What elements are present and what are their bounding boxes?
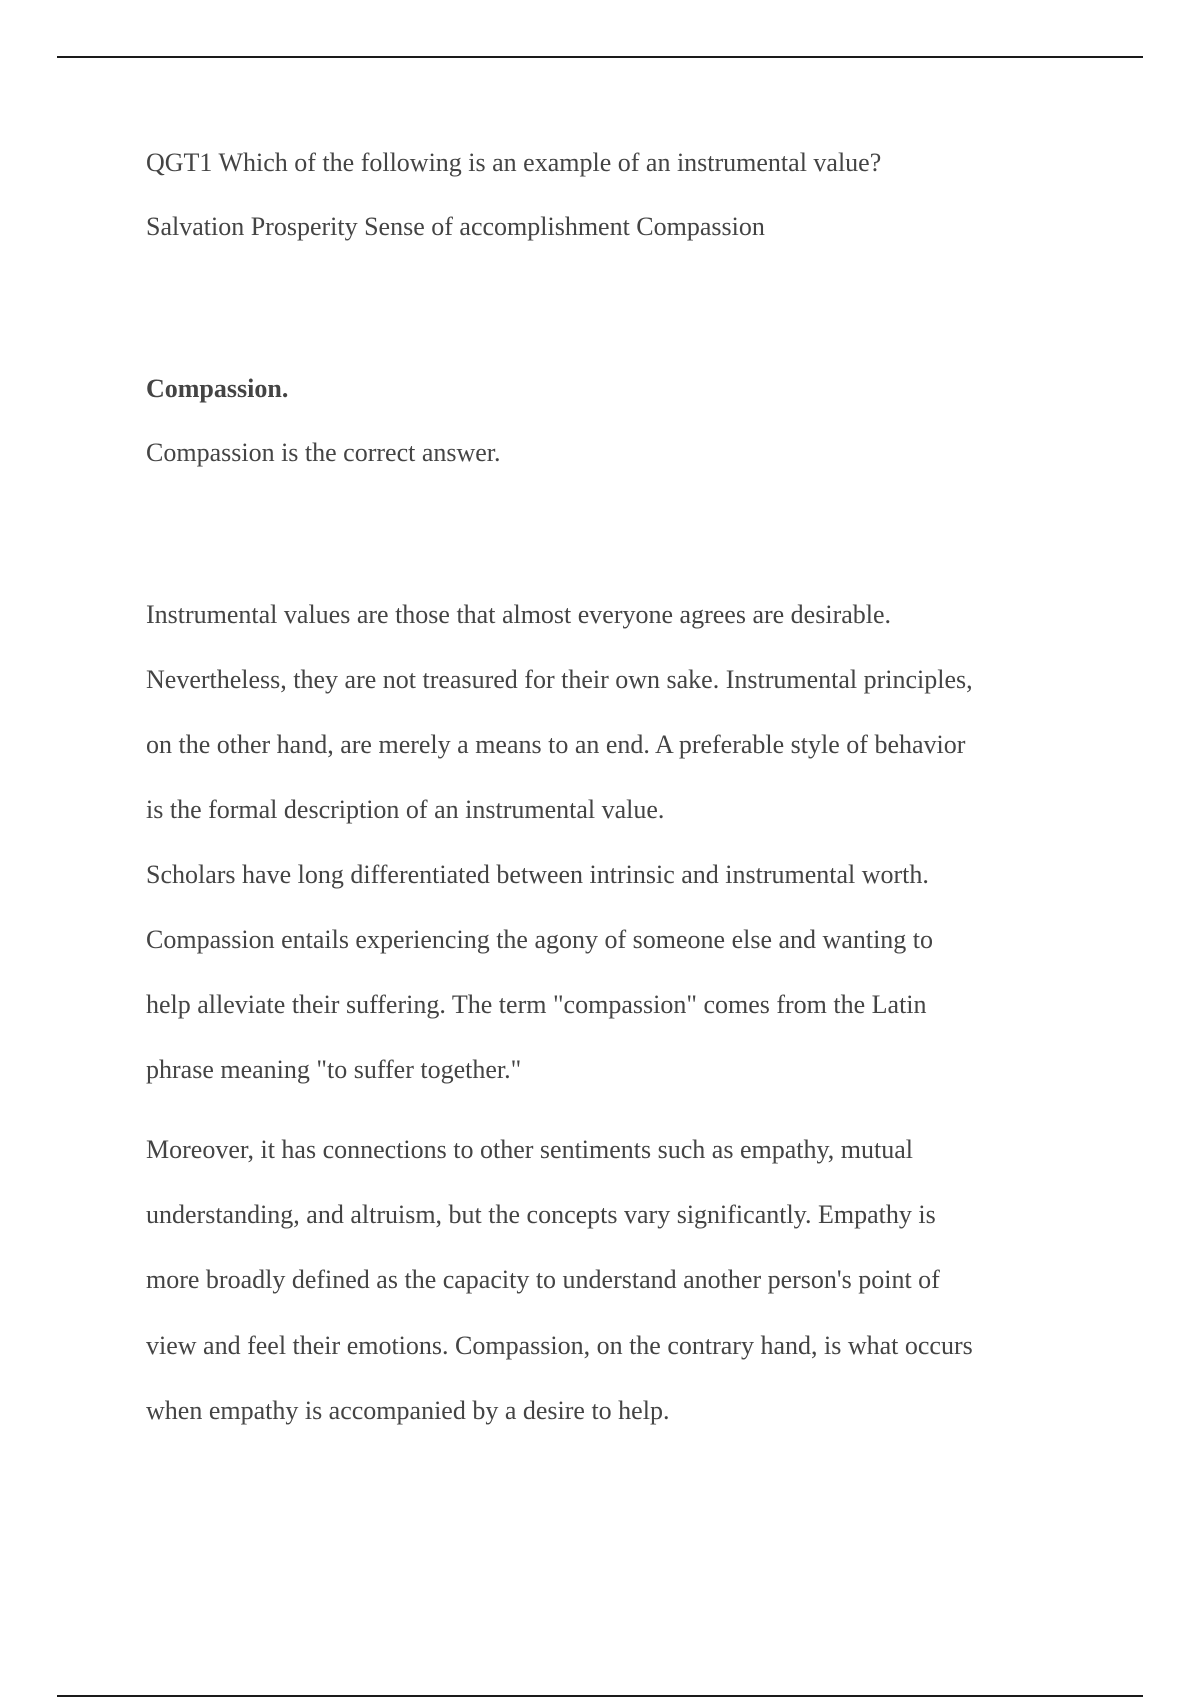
question-prompt: QGT1 Which of the following is an example of an instrumental value?: [146, 148, 882, 177]
explanation-line: view and feel their emotions. Compassion, on the contrary hand, is what occurs: [146, 1331, 973, 1360]
explanation-line: Instrumental values are those that almost everyone agrees are desirable.: [146, 600, 892, 629]
answer-statement: Compassion is the correct answer.: [146, 438, 501, 467]
explanation-line: on the other hand, are merely a means to an end. A preferable style of behavior: [146, 730, 966, 759]
explanation-line: Scholars have long differentiated between intrinsic and instrumental worth.: [146, 860, 929, 889]
explanation-line: Moreover, it has connections to other sentiments such as empathy, mutual: [146, 1135, 913, 1164]
explanation-line: help alleviate their suffering. The term "compassion" comes from the Latin: [146, 990, 927, 1019]
bottom-rule: [57, 1695, 1143, 1697]
explanation-line: understanding, and altruism, but the concepts vary significantly. Empathy is: [146, 1200, 936, 1229]
question-options: Salvation Prosperity Sense of accomplishment Compassion: [146, 212, 765, 241]
answer-heading: Compassion.: [146, 374, 289, 403]
explanation-line: when empathy is accompanied by a desire to help.: [146, 1396, 670, 1425]
explanation-line: phrase meaning "to suffer together.": [146, 1055, 522, 1084]
explanation-line: Compassion entails experiencing the agony of someone else and wanting to: [146, 925, 934, 954]
explanation-line: Nevertheless, they are not treasured for their own sake. Instrumental principles,: [146, 665, 973, 694]
top-rule: [57, 56, 1143, 58]
explanation-line: more broadly defined as the capacity to understand another person's point of: [146, 1265, 940, 1294]
explanation-line: is the formal description of an instrumental value.: [146, 795, 665, 824]
